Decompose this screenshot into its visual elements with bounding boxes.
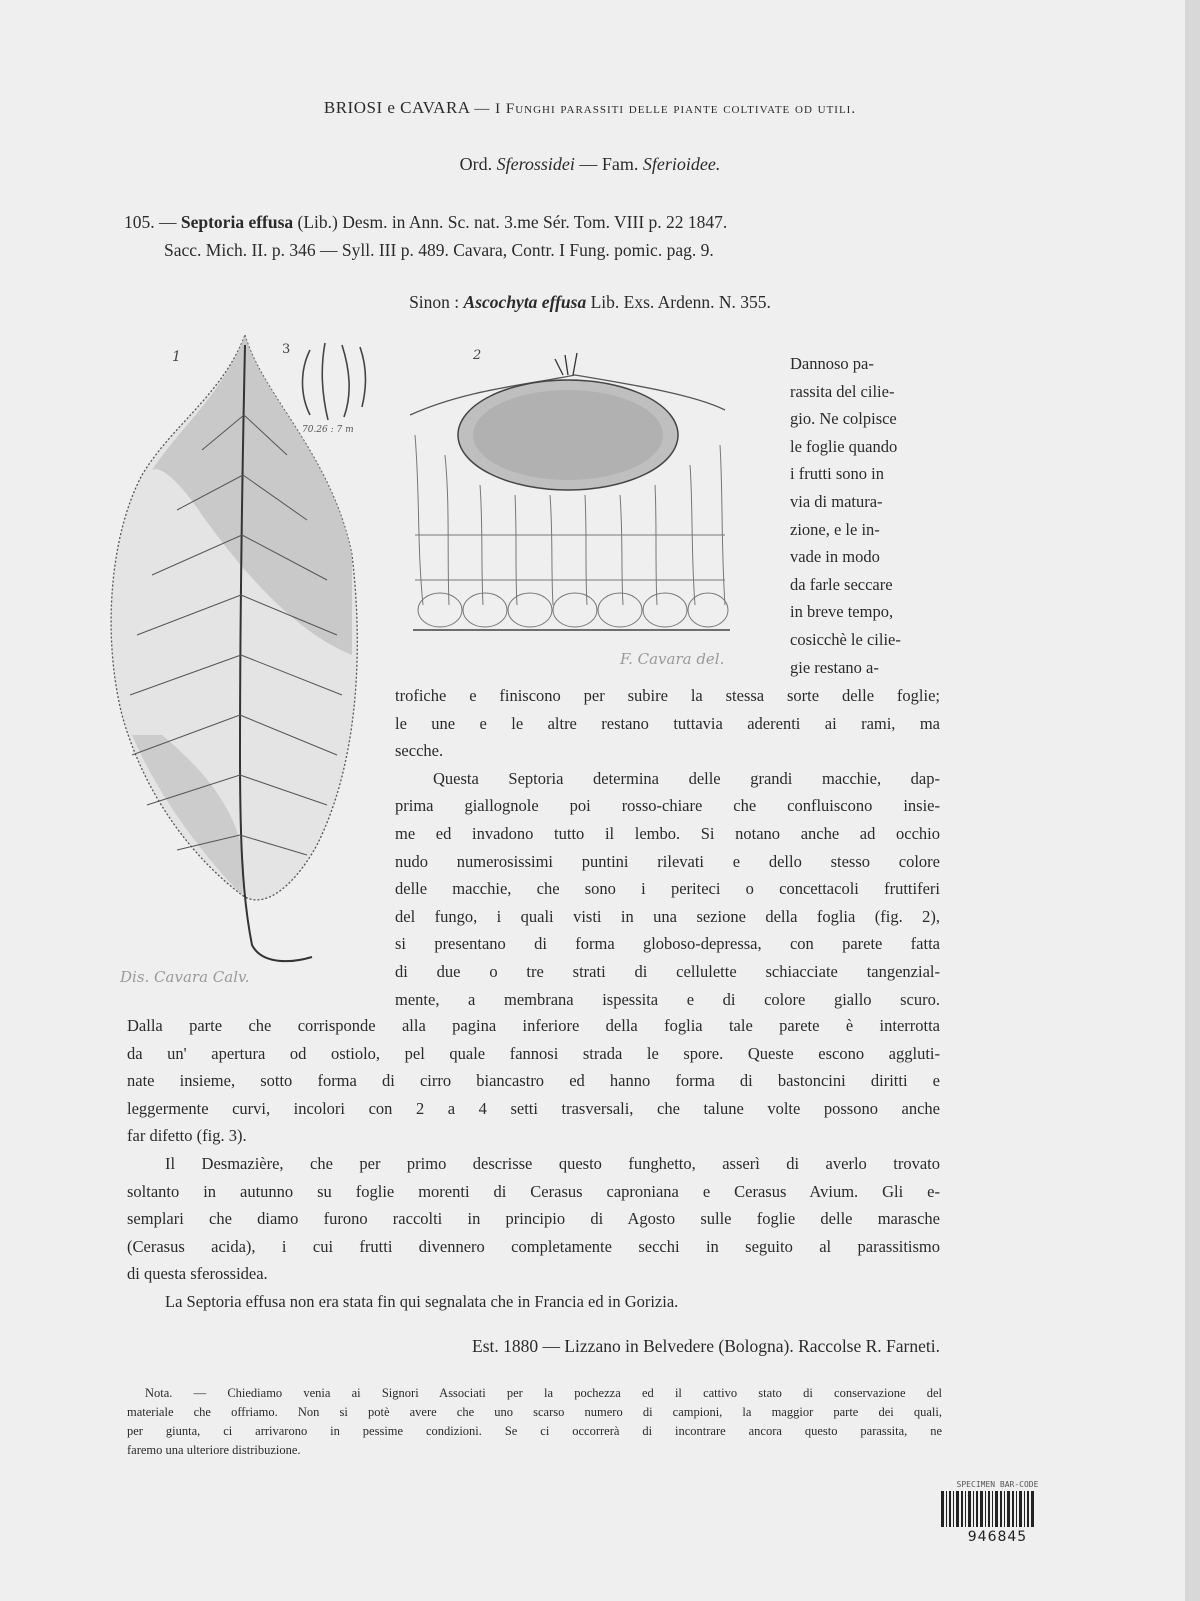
text-line: trofiche e finiscono per subire la stessa sorte delle foglie; bbox=[395, 686, 940, 705]
text-line: di due o tre strati di cellulette schiacciate tangenzial- bbox=[395, 961, 940, 981]
text-line: delle macchie, che sono i periteci o concettacoli fruttiferi bbox=[395, 879, 940, 899]
entry-references: Sacc. Mich. II. p. 346 — Syll. III p. 489. Cavara, Contr. I Fung. pomic. pag. 9. bbox=[164, 240, 714, 260]
svg-text:1: 1 bbox=[172, 349, 181, 365]
order-label: Ord. bbox=[459, 154, 493, 174]
column-line: vade in modo bbox=[790, 547, 880, 567]
column-line: Dannoso pa- bbox=[790, 354, 874, 373]
wrapped-paragraph bbox=[395, 682, 940, 1013]
text-line: leggermente curvi, incolori con 2 a 4 setti trasversali, che talune volte possono anche bbox=[127, 1098, 940, 1118]
footnote bbox=[127, 1384, 942, 1460]
spores-illustration bbox=[280, 335, 390, 435]
column-line: le foglie quando bbox=[790, 436, 898, 456]
section-signature: F. Cavara del. bbox=[620, 650, 725, 668]
text-line: far difetto (fig. 3). bbox=[127, 1126, 247, 1146]
header-title: — I Funghi parassiti delle piante coltivate od utili. bbox=[474, 101, 857, 117]
column-line: rassita del cilie- bbox=[790, 381, 895, 401]
column-line: in breve tempo, bbox=[790, 602, 894, 622]
text-line: si presentano di forma globoso-depressa, con parete fatta bbox=[395, 934, 940, 954]
text-line: secche. bbox=[395, 741, 444, 761]
fig2-label: 2 bbox=[473, 348, 482, 363]
species-name: Septoria effusa bbox=[180, 212, 294, 232]
synonym-name: Ascochyta effusa bbox=[463, 292, 587, 312]
column-line: i frutti sono in bbox=[790, 464, 884, 484]
barcode-number: 946845 bbox=[967, 1529, 1028, 1545]
text-line: nudo numerosissimi puntini rilevati e dello stesso colore bbox=[395, 851, 940, 871]
text-line: di questa sferossidea. bbox=[127, 1264, 268, 1284]
text-line: La Septoria effusa non era stata fin qui segnalata che in Francia ed in Gorizia. bbox=[165, 1291, 679, 1311]
fig3-label: 3 bbox=[282, 342, 291, 357]
header-authors: BRIOSI e CAVARA bbox=[323, 98, 470, 117]
text-line: mente, a membrana ispessita e di colore giallo scuro. bbox=[395, 989, 940, 1009]
column-line: via di matura- bbox=[790, 491, 883, 511]
note-line: per giunta, ci arrivarono in pessime condizioni. Se ci occorrerà di incontrare ancora questo parassita, ne bbox=[127, 1424, 942, 1438]
column-text bbox=[790, 350, 940, 681]
sheet-edge bbox=[1185, 0, 1200, 1601]
column-line: zione, e le in- bbox=[790, 519, 880, 539]
perithecium-section-illustration bbox=[405, 345, 765, 680]
text-line: soltanto in autunno su foglie morenti di Cerasus caproniana e Cerasus Avium. Gli e- bbox=[127, 1181, 940, 1201]
full-width-paragraphs bbox=[127, 1012, 940, 1316]
locality-line: Est. 1880 — Lizzano in Belvedere (Bologna). Raccolse R. Farneti. bbox=[472, 1336, 940, 1356]
text-line: del fungo, i quali visti in una sezione della foglia (fig. 2), bbox=[395, 906, 940, 926]
text-line: le une e le altre restano tuttavia aderenti ai rami, ma bbox=[395, 713, 940, 733]
text-line: prima giallognole poi rosso-chiare che confluiscono insie- bbox=[395, 796, 940, 816]
entry-number: 105. — bbox=[124, 212, 177, 232]
text-line: nate insieme, sotto forma di cirro biancastro ed hanno forma di bastoncini diritti e bbox=[127, 1071, 940, 1091]
specimen-barcode bbox=[935, 1480, 1060, 1560]
family-name: Sferioidee. bbox=[642, 154, 721, 174]
text-line: Dalla parte che corrisponde alla pagina inferiore della foglia tale parete è interrotta bbox=[127, 1016, 940, 1035]
leaf-signature: Dis. Cavara Calv. bbox=[120, 968, 250, 986]
family-label: — Fam. bbox=[579, 154, 639, 174]
synonym-line bbox=[0, 292, 1130, 313]
text-line: me ed invadono tutto il lembo. Si notano anche ad occhio bbox=[395, 823, 940, 843]
species-entry bbox=[124, 208, 944, 264]
synonym-label: Sinon : bbox=[409, 292, 460, 312]
barcode-bars bbox=[941, 1491, 1054, 1527]
column-line: gio. Ne colpisce bbox=[790, 409, 897, 429]
order-family-line bbox=[0, 154, 1130, 175]
running-header bbox=[0, 98, 1130, 118]
entry-citation: (Lib.) Desm. in Ann. Sc. nat. 3.me Sér. Tom. VIII p. 22 1847. bbox=[297, 212, 728, 232]
column-line: cosicchè le cilie- bbox=[790, 629, 901, 649]
fig3-scale: 70.26 : 7 m bbox=[302, 425, 354, 435]
text-line: Questa Septoria determina delle grandi macchie, dap- bbox=[433, 768, 940, 788]
column-line: da farle seccare bbox=[790, 574, 893, 594]
synonym-citation: Lib. Exs. Ardenn. N. 355. bbox=[590, 292, 771, 312]
barcode-caption: SPECIMEN BAR-CODE bbox=[956, 1480, 1039, 1489]
note-line: Nota. — Chiediamo venia ai Signori Associati per la pochezza ed il cattivo stato di conservazione del bbox=[145, 1386, 942, 1400]
column-line: gie restano a- bbox=[790, 657, 879, 677]
text-line: Il Desmazière, che per primo descrisse questo funghetto, asserì di averlo trovato bbox=[165, 1153, 940, 1173]
note-line: materiale che offriamo. Non si potè avere che uno scarso numero di campioni, la maggior parte dei quali, bbox=[127, 1405, 942, 1419]
order-name: Sferossidei bbox=[496, 154, 575, 174]
text-line: da un' apertura od ostiolo, pel quale fannosi strada le spore. Queste escono aggluti- bbox=[127, 1043, 940, 1063]
note-line: faremo una ulteriore distribuzione. bbox=[127, 1443, 301, 1457]
text-line: semplari che diamo furono raccolti in principio di Agosto sulle foglie delle marasche bbox=[127, 1209, 940, 1229]
text-line: (Cerasus acida), i cui frutti divennero completamente secchi in seguito al parassitismo bbox=[127, 1236, 940, 1256]
